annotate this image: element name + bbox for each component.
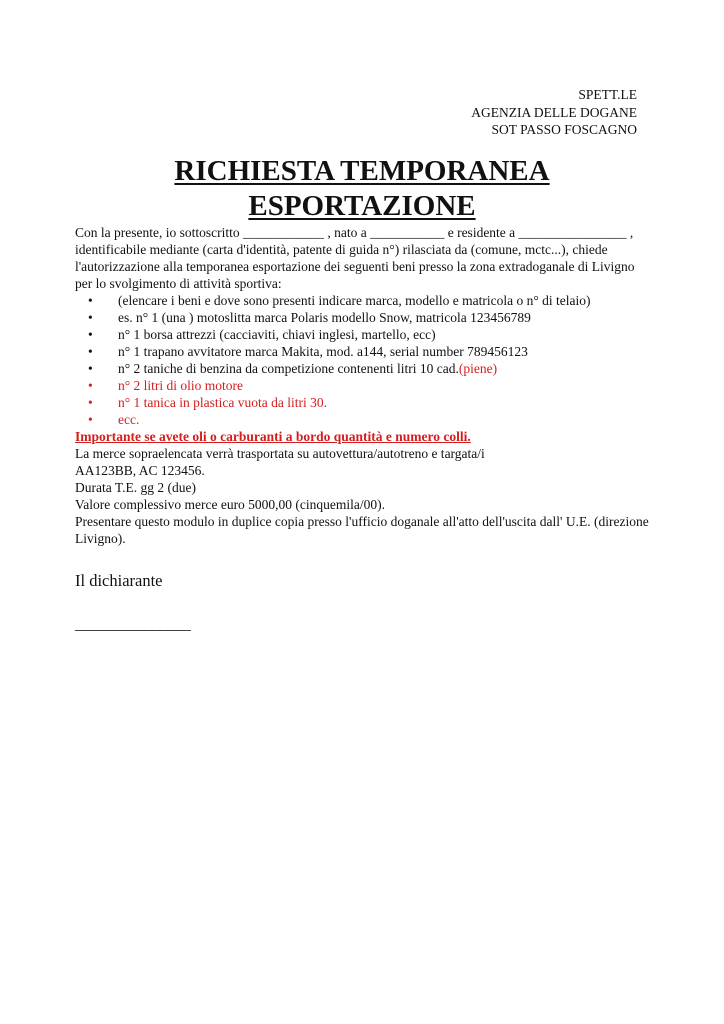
bullet-icon: • <box>88 361 93 376</box>
bullet-icon: • <box>88 378 93 393</box>
list-item <box>75 394 650 411</box>
list-item-text: n° 2 litri di olio motore <box>118 378 244 393</box>
recipient-line-3: SOT PASSO FOSCAGNO <box>491 122 637 137</box>
list-item-text: (elencare i beni e dove sono presenti indicare marca, modello e matricola o n° di telaio) <box>118 293 591 308</box>
title-line-1: RICHIESTA TEMPORANEA <box>174 155 550 187</box>
signer-label: Il dichiarante <box>75 571 163 590</box>
list-item <box>75 411 650 428</box>
list-item-text: n° 1 tanica in plastica vuota da litri 30. <box>118 395 327 410</box>
signature-line: _______________ <box>75 616 191 633</box>
bullet-icon: • <box>88 344 93 359</box>
recipient-address <box>471 86 637 139</box>
list-item <box>75 343 650 360</box>
important-notice: Importante se avete oli o carburanti a bordo quantità e numero colli. <box>75 429 471 444</box>
list-item-text: n° 1 borsa attrezzi (cacciaviti, chiavi inglesi, martello, ecc) <box>118 327 436 342</box>
bullet-icon: • <box>88 310 93 325</box>
list-item-text: es. n° 1 (una ) motoslitta marca Polaris modello Snow, matricola 123456789 <box>118 310 531 325</box>
list-item-note: (piene) <box>458 361 498 376</box>
intro-paragraph: Con la presente, io sottoscritto ____________ , nato a ___________ e residente a ________________ , identificabile mediante (carta d'identità, patente di guida n°) rilasciata da (comune, mctc...), chiede l'autorizzazione alla temporanea esportazione dei seguenti beni presso la zona extradoganale di Livigno per lo svolgimento di attività sportiva: <box>75 225 635 291</box>
bullet-icon: • <box>88 412 93 427</box>
bullet-icon: • <box>88 293 93 308</box>
value-line: Valore complessivo merce euro 5000,00 (cinquemila/00). <box>75 497 386 512</box>
transport-line-2: AA123BB, AC 123456. <box>75 463 205 478</box>
list-item-text: n° 2 taniche di benzina da competizione contenenti litri 10 cad. <box>118 361 459 376</box>
document-body <box>75 224 650 547</box>
duration-line: Durata T.E. gg 2 (due) <box>75 480 196 495</box>
title-line-2: ESPORTAZIONE <box>248 190 476 222</box>
recipient-line-2: AGENZIA DELLE DOGANE <box>471 104 637 120</box>
list-item <box>75 360 650 377</box>
recipient-line-1: SPETT.LE <box>578 87 637 102</box>
transport-line-1: La merce sopraelencata verrà trasportata su autovettura/autotreno e targata/i <box>75 446 485 461</box>
bullet-icon: • <box>88 395 93 410</box>
list-item-text: n° 1 trapano avvitatore marca Makita, mod. a144, serial number 789456123 <box>118 344 528 359</box>
instructions-paragraph: Presentare questo modulo in duplice copia presso l'ufficio doganale all'atto dell'uscita dall' U.E. (direzione Livigno). <box>75 514 649 546</box>
list-item <box>75 377 650 394</box>
list-item-text: ecc. <box>118 412 140 427</box>
list-item <box>75 326 650 343</box>
bullet-icon: • <box>88 327 93 342</box>
document-title <box>75 154 649 224</box>
goods-list <box>75 292 650 428</box>
list-item <box>75 309 650 326</box>
list-item <box>75 292 650 309</box>
